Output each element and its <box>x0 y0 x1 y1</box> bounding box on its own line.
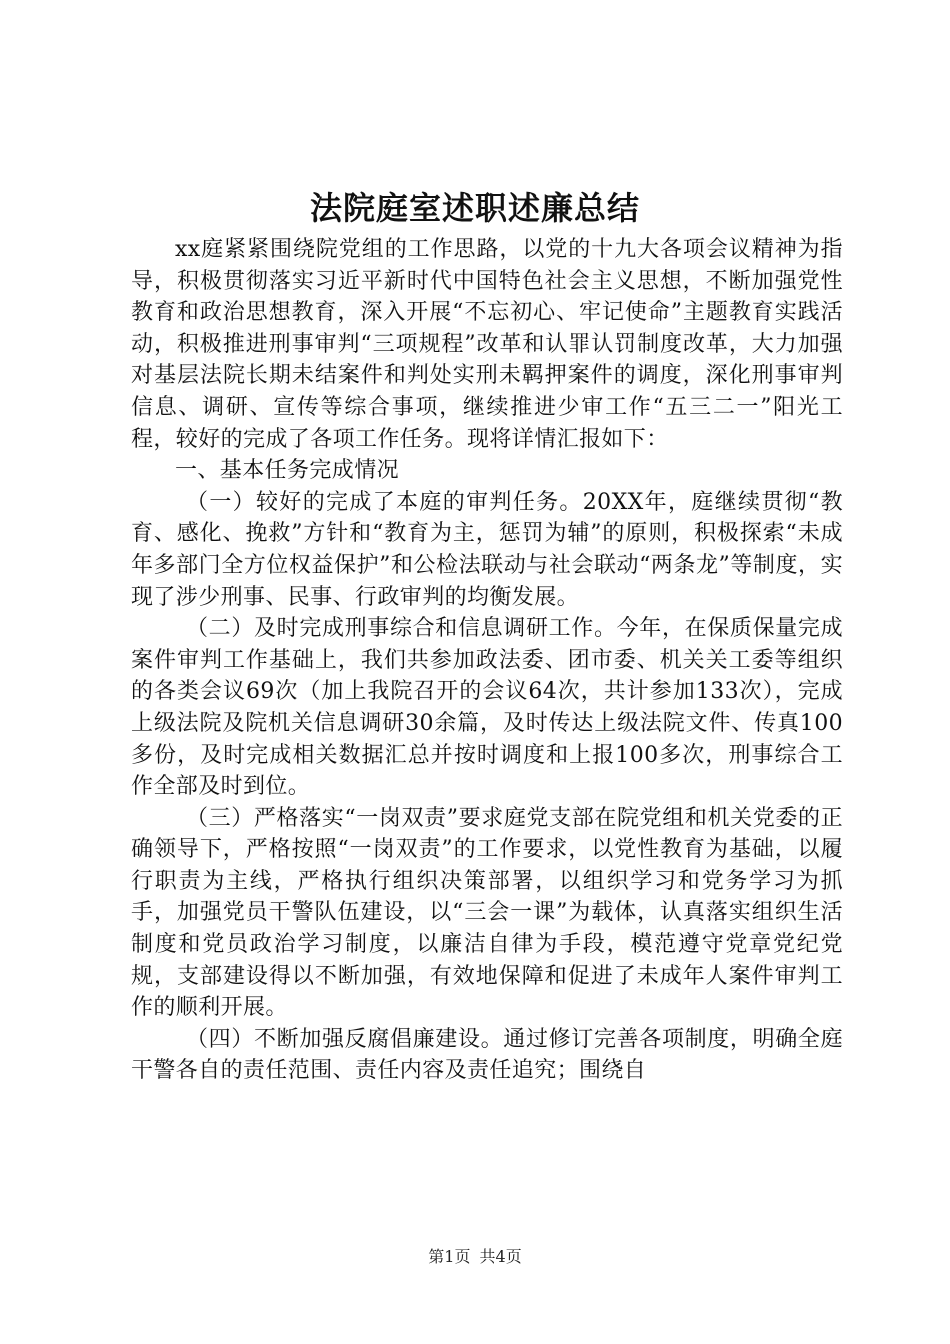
intro-paragraph: xx庭紧紧围绕院党组的工作思路，以党的十九大各项会议精神为指导，积极贯彻落实习近平新时代中国特色社会主义思想，不断加强党性教育和政治思想教育，深入开展“不忘初心、牢记使命”主题教育实践活动，积极推进刑事审判“三项规程”改革和认罪认罚制度改革，大力加强对基层法院长期未结案件和判处实刑未羁押案件的调度，深化刑事审判信息、调研、宣传等综合事项，继续推进少审工作“五三二一”阳光工程，较好的完成了各项工作任务。现将详情汇报如下： <box>131 237 843 452</box>
document-body <box>131 234 843 1087</box>
section-item-2: （二）及时完成刑事综合和信息调研工作。今年，在保质保量完成案件审判工作基础上，我们共参加政法委、团市委、机关关工委等组织的各类会议69次（加上我院召开的会议64次，共计参加133次），完成上级法院及院机关信息调研30余篇，及时传达上级法院文件、传真100多份，及时完成相关数据汇总并按时调度和上报100多次，刑事综合工作全部及时到位。 <box>131 616 843 800</box>
section-item-1: （一）较好的完成了本庭的审判任务。20XX年，庭继续贯彻“教育、感化、挽救”方针和“教育为主，惩罚为辅”的原则，积极探索“未成年多部门全方位权益保护”和公检法联动与社会联动“两条龙”等制度，实现了涉少刑事、民事、行政审判的均衡发展。 <box>131 489 843 610</box>
section-item-3: （三）严格落实“一岗双责”要求庭党支部在院党组和机关党委的正确领导下，严格按照“一岗双责”的工作要求，以党性教育为基础，以履行职责为主线，严格执行组织决策部署，以组织学习和党务学习为抓手，加强党员干警队伍建设，以“三会一课”为载体，认真落实组织生活制度和党员政治学习制度，以廉洁自律为手段，模范遵守党章党纪党规，支部建设得以不断加强，有效地保障和促进了未成年人案件审判工作的顺利开展。 <box>131 805 843 1021</box>
document-title: 法院庭室述职述廉总结 <box>309 189 640 227</box>
section-heading: 一、基本任务完成情况 <box>175 458 400 484</box>
page-total: 共4页 <box>479 1247 522 1266</box>
page-footer <box>0 1244 950 1267</box>
page-number: 第1页 <box>428 1247 471 1266</box>
section-item-4: （四）不断加强反腐倡廉建设。通过修订完善各项制度，明确全庭干警各自的责任范围、责任内容及责任追究；围绕自 <box>131 1026 843 1084</box>
